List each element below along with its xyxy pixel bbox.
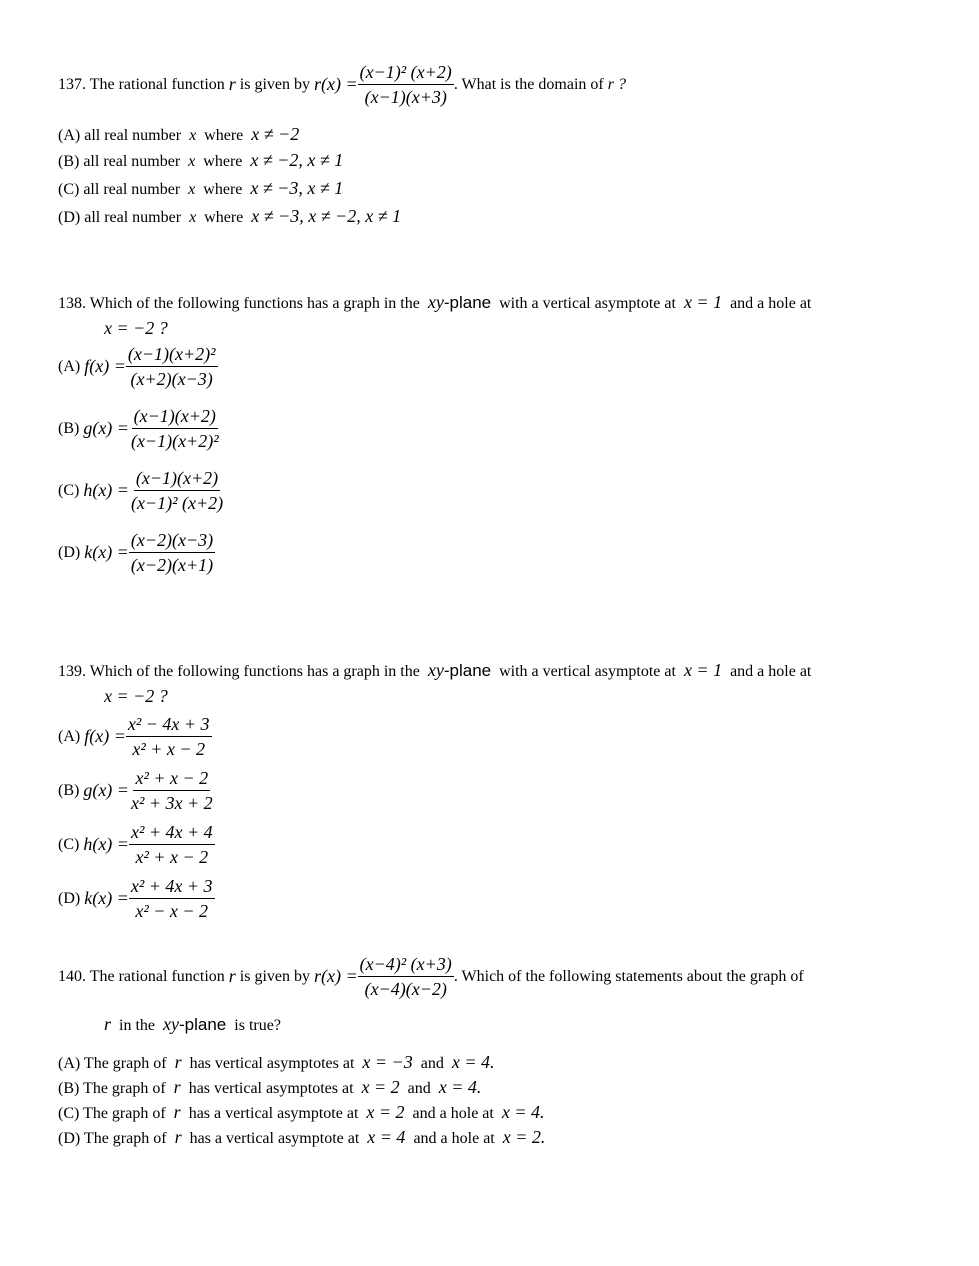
q140-stem: 140. The rational function r is given by r(x) = $\frac{\text{(x−4)² (x+3)}}{(x-4)(x-2)}$ . Which of the following statements about the graph of xyxy=(58,954,804,999)
q138-choice-d: (D) k(x) = $\frac{(x-2)(x-3)}{(x-2)(x+1)}$ xyxy=(58,530,214,575)
q137-var-r: r xyxy=(228,74,236,94)
q137-stem-b: is given by xyxy=(239,75,311,93)
q137-numerator: (x−1)² (x+2) xyxy=(358,62,454,85)
q140-choice-d: (D) The graph of r has a vertical asymptote at x = 4 and a hole at x = 2. xyxy=(58,1127,546,1147)
q138-choice-b: (B) g(x) = $\frac{(x-1)(x+2)}{\text{(x−1)(x+2)²}}$ xyxy=(58,406,219,451)
q139-choice-d: (D) k(x) = $\frac{\text{x² + 4x + 3}}{\text{x² − x − 2}}$ xyxy=(58,876,213,921)
q140-fraction: $\frac{\text{(x−4)² (x+3)}}{(x-4)(x-2)}$ xyxy=(359,954,452,999)
q139-choice-b: (B) g(x) = $\frac{\text{x² + x − 2}}{\text{x² + 3x + 2}}$ xyxy=(58,768,213,813)
q140-choice-a: (A) The graph of r has vertical asymptotes at x = −3 and x = 4. xyxy=(58,1052,495,1072)
q137-choice-c: (C) all real number x where x ≠ −3, x ≠ 1 xyxy=(58,178,344,198)
q137-stem xyxy=(58,62,626,107)
q138-choice-a: (A) f(x) = $\frac{\text{(x−1)(x+2)²}}{(x+2)(x-3)}$ xyxy=(58,344,216,389)
q138-choice-c: (C) h(x) = $\frac{(x-1)(x+2)}{\text{(x−1)² (x+2)}}$ xyxy=(58,468,224,513)
q137-choice-d: (D) all real number x where x ≠ −3, x ≠ −2, x ≠ 1 xyxy=(58,206,402,226)
q137-stem-a: 137. The rational function xyxy=(58,75,225,93)
q137-fraction xyxy=(358,62,454,107)
q140-stem-line2: r in the xy-plane is true? xyxy=(104,1014,281,1034)
q138-stem-line2: x = −2 ? xyxy=(104,318,168,338)
q137-choice-b: (B) all real number x where x ≠ −2, x ≠ 1 xyxy=(58,150,344,170)
q140-choice-c: (C) The graph of r has a vertical asymptote at x = 2 and a hole at x = 4. xyxy=(58,1102,545,1122)
q140-choice-b: (B) The graph of r has vertical asymptotes at x = 2 and x = 4. xyxy=(58,1077,482,1097)
q137-stem-end: r ? xyxy=(607,75,626,93)
q139-choice-a: (A) f(x) = $\frac{\text{x² − 4x + 3}}{\text{x² + x − 2}}$ xyxy=(58,714,210,759)
q137-choice-a: (A) all real number x where x ≠ −2 xyxy=(58,124,300,144)
q137-func-lhs: r(x) = xyxy=(314,74,358,94)
q138-stem: 138. Which of the following functions has a graph in the xy-plane with a vertical asymptote at x = 1 and a hole at xyxy=(58,292,812,312)
q139-choice-c: (C) h(x) = $\frac{\text{x² + 4x + 4}}{\text{x² + x − 2}}$ xyxy=(58,822,213,867)
q139-stem-line2: x = −2 ? xyxy=(104,686,168,706)
q137-denominator: (x−1)(x+3) xyxy=(364,87,447,107)
q139-stem: 139. Which of the following functions has a graph in the xy-plane with a vertical asymptote at x = 1 and a hole at xyxy=(58,660,812,680)
q137-stem-c: . What is the domain of xyxy=(453,75,604,93)
